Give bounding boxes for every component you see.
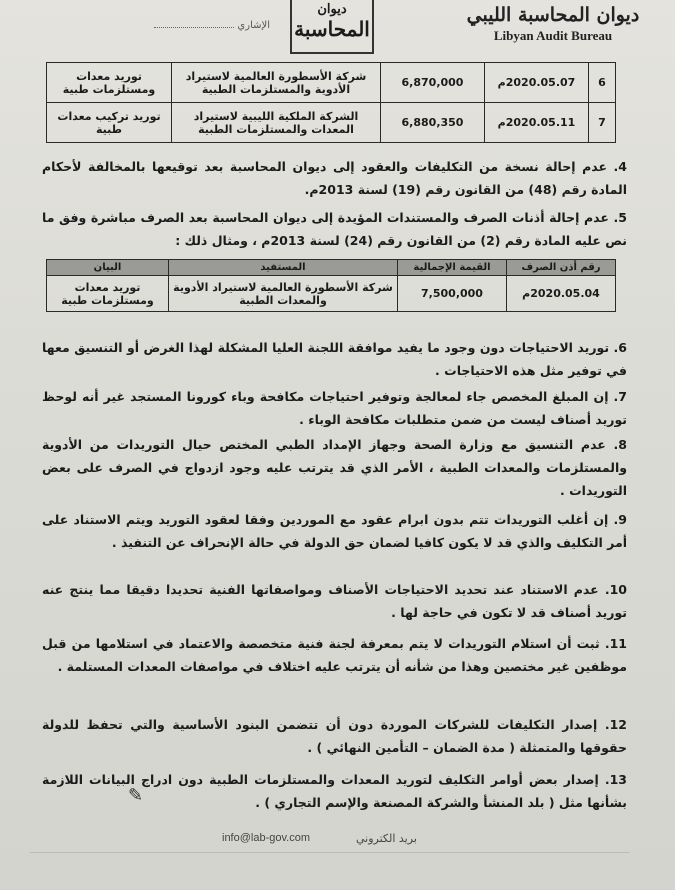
footer-divider bbox=[30, 852, 630, 853]
paragraph-6: 6. توريد الاحتياجات دون وجود ما يفيد موافقة اللجنة العليا المشكلة لهذا الغرض أو التنسيق معها في توفير مثل هذه الاحتياجات . bbox=[42, 340, 627, 378]
paragraph-9: 9. إن أغلب التوريدات تتم بدون ابرام عقود مع الموردين وفقا لعقود التوريد ويتم الاستناد على أمر التكليف والذي قد لا يكون كافيا لضمان حق الدولة في حالة الإنحراف عن التنفيذ . bbox=[42, 512, 627, 550]
row-beneficiary: شركة الأسطورة العالمية لاستيراد الأدوية والمعدات الطبية bbox=[169, 276, 398, 312]
paragraph-13: 13. إصدار بعض أوامر التكليف لتوريد المعدات والمستلزمات الطبية دون ادراج البيانات اللازمة بشأنها مثل ( بلد المنشأ والشركة المصنعة والإسم التجاري ) . bbox=[42, 772, 627, 810]
contracts-table bbox=[46, 62, 616, 143]
row-date: 2020.05.07م bbox=[485, 63, 589, 103]
row-company: شركة الأسطورة العالمية لاستيراد الأدوية والمستلزمات الطبية bbox=[172, 63, 381, 103]
table-row bbox=[47, 103, 616, 143]
logo-english-text: Libyan Audit Bureau bbox=[493, 28, 613, 43]
footer-email: info@lab-gov.com bbox=[222, 832, 310, 844]
table-row bbox=[47, 276, 616, 312]
handwritten-signature: ✎ bbox=[128, 785, 144, 806]
row-number: 6 bbox=[589, 63, 616, 103]
paragraph-10: 10. عدم الاستناد عند تحديد الاحتياجات الأصناف ومواصفاتها الفنية تحديدا دقيقا مما ينتج عنه توريد أصناف قد لا تكون في حاجة لها . bbox=[42, 582, 627, 620]
emblem-top-text: ديوان bbox=[317, 2, 347, 17]
paragraph-5: 5. عدم إحالة أذنات الصرف والمستندات المؤيدة إلى ديوان المحاسبة بعد الصرف مباشرة وفق ما نص عليه المادة رقم (2) من القانون رقم (24) لسنة 2013م ، ومثال ذلك : bbox=[42, 210, 627, 248]
bureau-emblem bbox=[290, 0, 374, 54]
header-description: البيان bbox=[47, 260, 169, 276]
row-description: توريد معدات ومستلزمات طبية bbox=[47, 63, 172, 103]
payments-table bbox=[46, 259, 616, 312]
row-total-amount: 7,500,000 bbox=[398, 276, 507, 312]
row-date: 2020.05.11م bbox=[485, 103, 589, 143]
reference-field bbox=[150, 20, 270, 31]
logo-arabic-text: ديوان المحاسبة الليبي bbox=[466, 4, 640, 26]
page-footer bbox=[0, 830, 675, 860]
row-number: 7 bbox=[589, 103, 616, 143]
table-row bbox=[47, 63, 616, 103]
letterhead bbox=[0, 0, 675, 58]
reference-label: الإشاري bbox=[237, 20, 270, 31]
bureau-logo bbox=[443, 4, 663, 52]
header-beneficiary: المستفيد bbox=[169, 260, 398, 276]
header-total-amount: القيمة الإجمالية bbox=[398, 260, 507, 276]
header-payment-ref: رقم أذن الصرف bbox=[507, 260, 616, 276]
reference-line bbox=[154, 27, 234, 28]
paragraph-7: 7. إن المبلغ المخصص جاء لمعالجة وتوفير احتياجات مكافحة وباء كورونا المستجد غير أنه لوحظ توريد أصناف ليست من ضمن متطلبات مكافحة الوباء . bbox=[42, 389, 627, 427]
footer-email-label: بريد الكتروني bbox=[356, 832, 417, 845]
paragraph-8: 8. عدم التنسيق مع وزارة الصحة وجهاز الإمداد الطبي المختص حيال التوريدات من الأدوية والمستلزمات والمعدات الطبية ، الأمر الذي قد يترتب عليه وجود ازدواج في الصرف على بعض التوريدات . bbox=[42, 437, 627, 498]
row-amount: 6,880,350 bbox=[381, 103, 485, 143]
row-description: توريد معدات ومستلزمات طبية bbox=[47, 276, 169, 312]
row-amount: 6,870,000 bbox=[381, 63, 485, 103]
paragraph-12: 12. إصدار التكليفات للشركات الموردة دون أن تتضمن البنود الأساسية والتي تحفظ للدولة حقوقها والمتمثلة ( مدة الضمان – التأمين النهائي ) . bbox=[42, 717, 627, 755]
table-header-row bbox=[47, 260, 616, 276]
emblem-main-text: المحاسبة bbox=[294, 17, 370, 41]
row-description: توريد تركيب معدات طبية bbox=[47, 103, 172, 143]
paragraph-4: 4. عدم إحالة نسخة من التكليفات والعقود إلى ديوان المحاسبة بعد توقيعها بالمخالفة لأحكام المادة رقم (48) من القانون رقم (19) لسنة 2013م. bbox=[42, 159, 627, 197]
row-company: الشركة الملكية الليبية لاستيراد المعدات والمستلزمات الطبية bbox=[172, 103, 381, 143]
paragraph-11: 11. ثبت أن استلام التوريدات لا يتم بمعرفة لجنة فنية متخصصة والاعتماد في استلامها من قبل موظفين غير مختصين وهذا من شأنه أن يترتب عليه اختلاف في مواصفات المعدات المستلمة . bbox=[42, 636, 627, 674]
row-payment-ref: 2020.05.04م bbox=[507, 276, 616, 312]
